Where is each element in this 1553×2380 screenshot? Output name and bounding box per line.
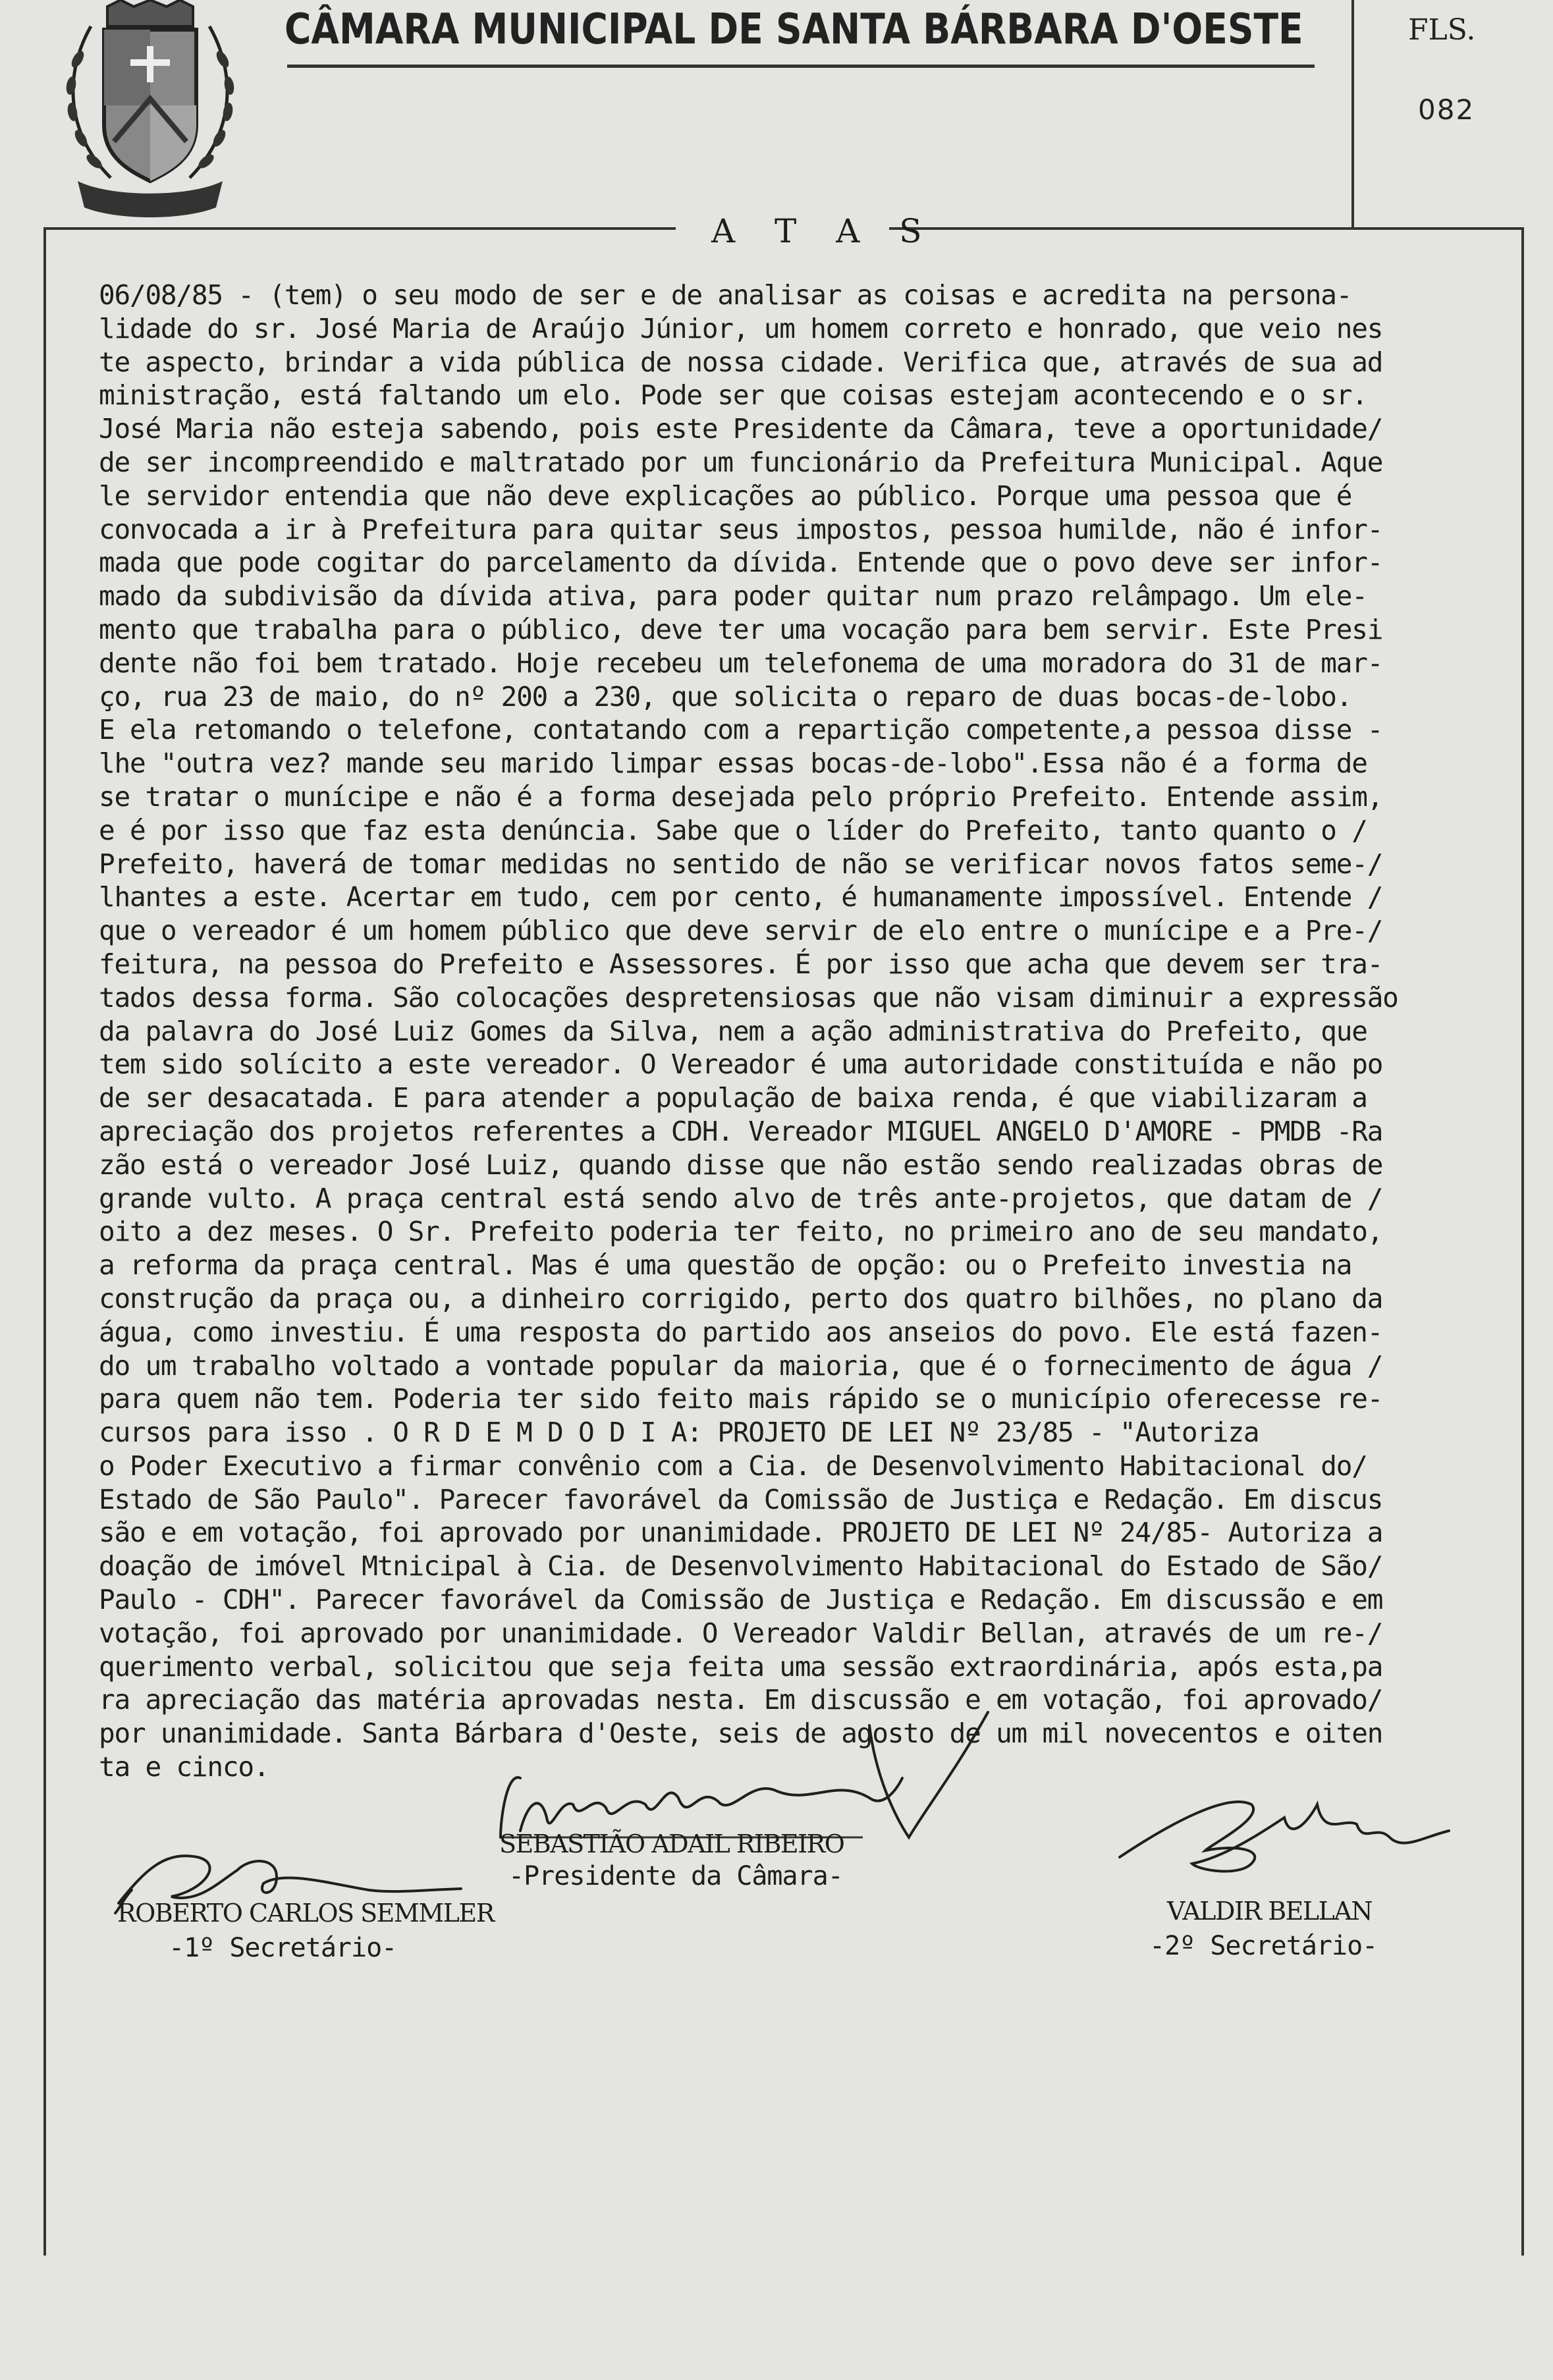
minutes-line: convocada a ir à Prefeitura para quitar seus impostos, pessoa humilde, não é infor-: [99, 513, 1383, 545]
minutes-line: ra apreciação das matéria aprovadas nesta. Em discussão e em votação, foi aprovado/: [99, 1684, 1383, 1716]
minutes-line: le servidor entendia que não deve explicações ao público. Porque uma pessoa que é: [99, 479, 1352, 512]
minutes-line: Prefeito, haverá de tomar medidas no sentido de não se verificar novos fatos seme-/: [99, 848, 1383, 880]
minutes-line: por unanimidade. Santa Bárbara d'Oeste, seis de agosto de um mil novecentos e oiten: [99, 1717, 1383, 1750]
minutes-body: [99, 279, 1488, 1784]
title-underline: [287, 65, 1315, 68]
minutes-line: para quem não tem. Poderia ter sido feito mais rápido se o município oferecesse re-: [99, 1383, 1383, 1415]
minutes-line: apreciação dos projetos referentes a CDH. Vereador MIGUEL ANGELO D'AMORE - PMDB -Ra: [99, 1115, 1383, 1147]
frame-top-right: [889, 227, 1524, 230]
minutes-line: Estado de São Paulo". Parecer favorável da Comissão de Justiça e Redação. Em discus: [99, 1483, 1383, 1515]
minutes-line: mento que trabalha para o público, deve ter uma vocação para bem servir. Este Presi: [99, 613, 1383, 645]
minutes-line: de ser incompreendido e maltratado por um funcionário da Prefeitura Municipal. Aque: [99, 446, 1383, 478]
frame-right: [1521, 227, 1524, 2256]
minutes-line: ta e cinco.: [99, 1751, 269, 1783]
folio-number: 082: [1418, 94, 1475, 126]
minutes-line: te aspecto, brindar a vida pública de nossa cidade. Verifica que, através de sua ad: [99, 346, 1383, 378]
minutes-line: cursos para isso . O R D E M D O D I A: PROJETO DE LEI Nº 23/85 - "Autoriza: [99, 1417, 1259, 1449]
minutes-line: feitura, na pessoa do Prefeito e Assessores. É por isso que acha que devem ser tra-: [99, 948, 1383, 980]
minutes-line: se tratar o munícipe e não é a forma desejada pelo próprio Prefeito. Entende assim,: [99, 780, 1383, 813]
frame-top-left: [43, 227, 676, 230]
minutes-line: ço, rua 23 de maio, do nº 200 a 230, que solicita o reparo de duas bocas-de-lobo.: [99, 680, 1352, 713]
minutes-line: oito a dez meses. O Sr. Prefeito poderia ter feito, no primeiro ano de seu mandato,: [99, 1216, 1383, 1248]
minutes-line: de ser desacatada. E para atender a população de baixa renda, é que viabilizaram a: [99, 1082, 1367, 1114]
second-secretary-role: -2º Secretário-: [1149, 1931, 1378, 1961]
minutes-line: dente não foi bem tratado. Hoje recebeu um telefonema de uma moradora do 31 de mar-: [99, 647, 1383, 679]
first-secretary-name: ROBERTO CARLOS SEMMLER: [117, 1899, 494, 1928]
page-title: CÂMARA MUNICIPAL DE SANTA BÁRBARA D'OESTE: [285, 5, 1303, 54]
minutes-line: ministração, está faltando um elo. Pode ser que coisas estejam acontecendo e o sr.: [99, 379, 1367, 412]
president-signature: [520, 1778, 902, 1831]
minutes-line: lhantes a este. Acertar em tudo, cem por cento, é humanamente impossível. Entende /: [99, 881, 1383, 913]
frame-left: [43, 227, 46, 2256]
minutes-line: tados dessa forma. São colocações despretensiosas que não visam diminuir a expressão: [99, 981, 1398, 1014]
municipal-coat-of-arms-icon: [51, 0, 249, 217]
minutes-line: mado da subdivisão da dívida ativa, para poder quitar num prazo relâmpago. Um ele-: [99, 580, 1367, 612]
minutes-line: José Maria não esteja sabendo, pois este Presidente da Câmara, teve a oportunidade/: [99, 413, 1383, 445]
minutes-line: doação de imóvel Mtnicipal à Cia. de Desenvolvimento Habitacional do Estado de São/: [99, 1550, 1383, 1582]
folio-label: FLS.: [1408, 13, 1476, 47]
minutes-line: tem sido solícito a este vereador. O Vereador é uma autoridade constituída e não po: [99, 1048, 1383, 1081]
minutes-line: zão está o vereador José Luiz, quando disse que não estão sendo realizadas obras de: [99, 1149, 1383, 1181]
minutes-line: a reforma da praça central. Mas é uma questão de opção: ou o Prefeito investia na: [99, 1249, 1352, 1282]
section-title: A T A S: [711, 212, 937, 250]
minutes-line: água, como investiu. É uma resposta do partido aos anseios do povo. Ele está fazen-: [99, 1316, 1383, 1348]
minutes-line: que o vereador é um homem público que deve servir de elo entre o munícipe e a Pre-/: [99, 915, 1383, 947]
second-secretary-name: VALDIR BELLAN: [1167, 1897, 1373, 1926]
minutes-line: o Poder Executivo a firmar convênio com a Cia. de Desenvolvimento Habitacional do/: [99, 1449, 1367, 1482]
minutes-line: mada que pode cogitar do parcelamento da dívida. Entende que o povo deve ser infor-: [99, 547, 1383, 579]
minutes-line: E ela retomando o telefone, contatando com a repartição competente,a pessoa disse -: [99, 714, 1383, 746]
minutes-line: Paulo - CDH". Parecer favorável da Comissão de Justiça e Redação. Em discussão e em: [99, 1584, 1383, 1616]
minutes-line: são e em votação, foi aprovado por unanimidade. PROJETO DE LEI Nº 24/85- Autoriza a: [99, 1517, 1383, 1549]
minutes-line: lhe "outra vez? mande seu marido limpar essas bocas-de-lobo".Essa não é a forma de: [99, 747, 1367, 780]
president-name: SEBASTIÃO ADAIL RIBEIRO: [499, 1829, 844, 1858]
minutes-line: do um trabalho voltado a vontade popular da maioria, que é o fornecimento de água /: [99, 1349, 1383, 1382]
minutes-line: da palavra do José Luiz Gomes da Silva, nem a ação administrativa do Prefeito, que: [99, 1015, 1367, 1047]
minutes-line: construção da praça ou, a dinheiro corrigido, perto dos quatro bilhões, no plano da: [99, 1282, 1383, 1314]
minutes-line: lidade do sr. José Maria de Araújo Júnior, um homem correto e honrado, que veio nes: [99, 312, 1383, 344]
president-role: -Presidente da Câmara-: [508, 1861, 843, 1891]
first-secretary-role: -1º Secretário-: [169, 1933, 397, 1963]
minutes-line: grande vulto. A praça central está sendo alvo de três ante-projetos, que datam de /: [99, 1182, 1383, 1214]
minutes-line: querimento verbal, solicitou que seja feita uma sessão extraordinária, após esta,pa: [99, 1650, 1383, 1683]
minutes-line: e é por isso que faz esta denúncia. Sabe que o líder do Prefeito, tanto quanto o /: [99, 814, 1367, 846]
second-secretary-signature: [1120, 1802, 1449, 1872]
folio-divider: [1351, 0, 1354, 227]
minutes-line: votação, foi aprovado por unanimidade. O Vereador Valdir Bellan, através de um re-/: [99, 1617, 1383, 1649]
minutes-line: 06/08/85 - (tem) o seu modo de ser e de analisar as coisas e acredita na persona-: [99, 279, 1352, 311]
first-secretary-signature: [119, 1856, 461, 1903]
